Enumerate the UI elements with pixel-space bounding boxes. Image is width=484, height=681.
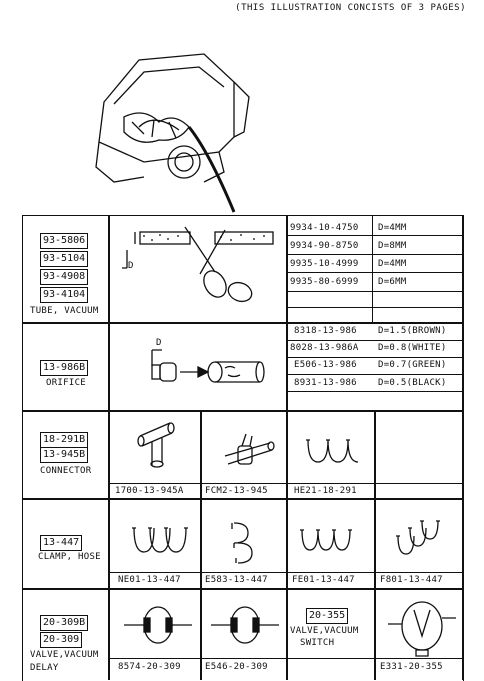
clamp-item-part: F801-13-447 (380, 575, 443, 585)
clamp-item-part: E583-13-447 (205, 575, 268, 585)
spec-part-number: 9934-90-8750 (290, 241, 359, 251)
valve-label-line1: VALVE,VACUUM (30, 650, 99, 660)
spec-size: D=0.7(GREEN) (378, 360, 447, 370)
spec-size: D=1.5(BROWN) (378, 326, 447, 336)
part-number-box: 20-309 (40, 632, 82, 648)
tube-scissors-illustration (115, 222, 285, 317)
spec-part-number: 8028-13-986A (290, 343, 359, 353)
part-number-box: 93-4104 (40, 287, 88, 303)
valve-label-line2: DELAY (30, 663, 59, 673)
vacuum-delay-valve-illustration (205, 600, 285, 650)
row-divider (22, 588, 463, 590)
spec-row-divider (286, 307, 463, 308)
switch-label-line1: VALVE,VACUUM (290, 626, 359, 636)
connector-item-part: HE21-18-291 (294, 486, 357, 496)
clamp-triple-illustration (128, 520, 198, 560)
connector-clip-illustration (300, 430, 370, 470)
item-row-divider (108, 483, 463, 484)
clamp-small-illustration (296, 524, 366, 559)
connector-tee-illustration (130, 418, 190, 478)
clamp-stacked-illustration (392, 516, 452, 566)
car-engine-bay-illustration (84, 42, 254, 217)
spec-size: D=4MM (378, 223, 407, 233)
page-count-note: (THIS ILLUSTRATION CONCISTS OF 3 PAGES) (235, 3, 466, 13)
part-number-box: 13-447 (40, 535, 82, 551)
connector-item-part: FCM2-13-945 (205, 486, 268, 496)
switch-item-part: E331-20-355 (380, 662, 443, 672)
column-divider (374, 410, 376, 680)
row-divider (22, 322, 463, 324)
tube-label: TUBE, VACUUM (30, 306, 99, 316)
switch-label-line2: SWITCH (300, 638, 335, 648)
column-divider (108, 215, 110, 680)
column-divider (286, 215, 288, 410)
column-divider (372, 215, 373, 322)
column-divider (200, 410, 202, 680)
valve-item-part: 8574-20-309 (118, 662, 181, 672)
part-number-box: 93-5806 (40, 233, 88, 249)
spec-size: D=4MM (378, 259, 407, 269)
spec-row-divider (286, 291, 463, 292)
spec-part-number: 8931-13-986 (294, 378, 357, 388)
clamp-label: CLAMP, HOSE (38, 552, 101, 562)
switch-part-number-box: 20-355 (306, 608, 348, 624)
spec-part-number: E506-13-986 (294, 360, 357, 370)
spec-part-number: 9935-10-4999 (290, 259, 359, 269)
item-row-divider (108, 658, 463, 659)
spec-row-divider (286, 235, 463, 236)
spec-size: D=8MM (378, 241, 407, 251)
spec-row-divider (286, 391, 463, 392)
spec-row-divider (286, 374, 463, 375)
row-divider (22, 410, 463, 412)
connector-item-part: 1700-13-945A (115, 486, 184, 496)
valve-item-part: E546-20-309 (205, 662, 268, 672)
orifice-label: ORIFICE (46, 378, 87, 388)
item-row-divider (108, 572, 463, 573)
clamp-item-part: NE01-13-447 (118, 575, 181, 585)
spec-part-number: 8318-13-986 (294, 326, 357, 336)
part-number-box: 13-945B (40, 447, 88, 463)
column-divider (286, 410, 288, 680)
part-number-box: 93-5104 (40, 251, 88, 267)
spec-size: D=0.5(BLACK) (378, 378, 447, 388)
orifice-illustration (140, 340, 280, 400)
row-divider (22, 498, 463, 500)
part-number-box: 20-309B (40, 615, 88, 631)
table-right-edge (462, 215, 464, 680)
spec-part-number: 9934-10-4750 (290, 223, 359, 233)
spec-part-number: 9935-80-6999 (290, 277, 359, 287)
clamp-double-illustration (224, 518, 264, 568)
clamp-item-part: FE01-13-447 (292, 575, 355, 585)
vacuum-delay-valve-illustration (118, 600, 198, 650)
spec-row-divider (286, 254, 463, 255)
vacuum-switch-valve-illustration (384, 596, 460, 658)
spec-row-divider (286, 340, 463, 341)
dim-label: D (156, 338, 162, 348)
spec-row-divider (286, 357, 463, 358)
spec-size: D=0.8(WHITE) (378, 343, 447, 353)
part-number-box: 93-4908 (40, 269, 88, 285)
connector-label: CONNECTOR (40, 466, 92, 476)
dim-label: D (128, 261, 134, 271)
connector-cross-illustration (220, 428, 280, 473)
spec-row-divider (286, 272, 463, 273)
spec-size: D=6MM (378, 277, 407, 287)
part-number-box: 18-291B (40, 432, 88, 448)
part-number-box: 13-986B (40, 360, 88, 376)
